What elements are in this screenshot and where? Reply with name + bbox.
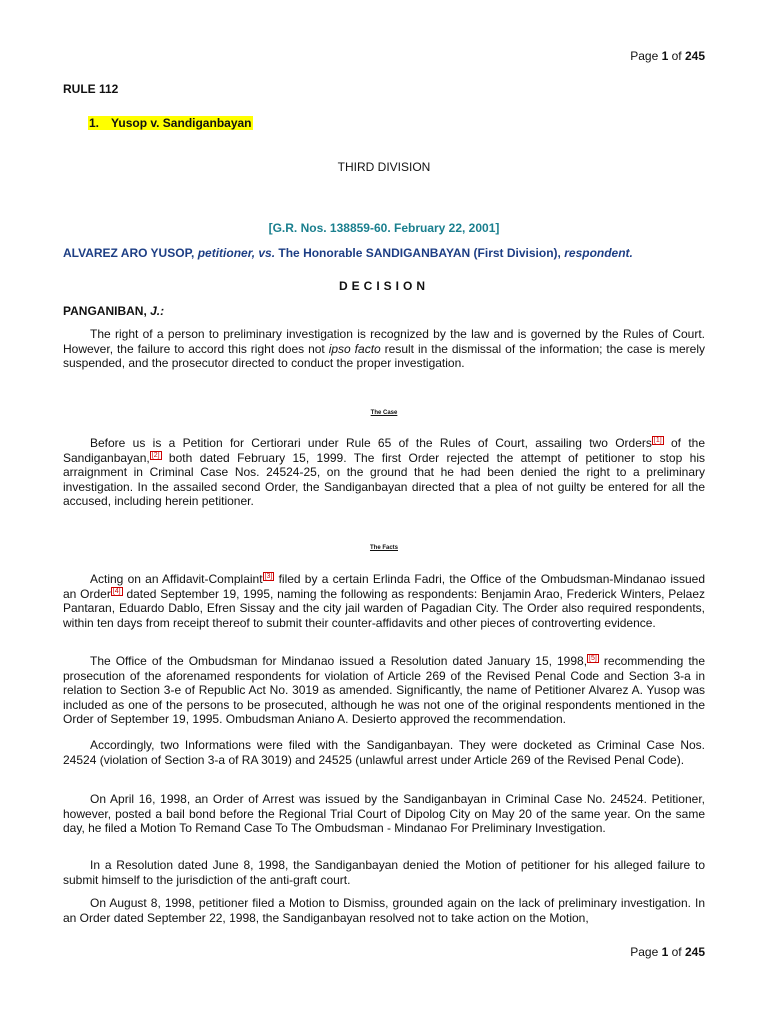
page-sep: of bbox=[668, 49, 685, 63]
respondent-role: respondent. bbox=[564, 246, 633, 260]
intro-text-b: result in the dismissal of the information; the case is merely suspended, and the prosecutor directed to conduct the proper investigation. bbox=[63, 341, 705, 371]
intro-text-a: The right of a person to preliminary investigation is recognized by the law and is governed by the Rules of Court. However, the failure to accord this right does not bbox=[63, 327, 705, 356]
footnote-4-link[interactable]: [4] bbox=[112, 587, 121, 595]
page-sep: of bbox=[668, 945, 685, 959]
facts-paragraph-4: On April 16, 1998, an Order of Arrest was issued by the Sandiganbayan in Criminal Case No. 24524. Petitioner, however, posted a bail bond before the Regional Trial Court of Dipolog City on May 20 of the same year. On the same day, he filed a Motion To Remand Case To The Ombudsman - Mindanao For Preliminary Investigation. bbox=[63, 792, 705, 836]
case-number bbox=[88, 116, 110, 130]
intro-emphasis: ipso facto bbox=[328, 341, 381, 356]
ponente-name: PANGANIBAN, bbox=[63, 304, 151, 318]
the-facts-heading: The Facts bbox=[369, 545, 398, 551]
case-list-item bbox=[88, 116, 253, 130]
footnote-5-link[interactable]: [5] bbox=[589, 655, 597, 662]
intro-paragraph bbox=[63, 327, 705, 371]
facts-paragraph-5: In a Resolution dated June 8, 1998, the Sandiganbayan denied the Motion of petitioner for his alleged failure to submit himself to the jurisdiction of the anti-graft court. bbox=[63, 858, 705, 887]
facts-paragraph-3: Accordingly, two Informations were filed with the Sandiganbayan. They were docketed as Criminal Case Nos. 24524 (violation of Section 3-a of RA 3019) and 24525 (unlawful arrest under Article 269 of the Revised Penal Code). bbox=[63, 738, 705, 767]
the-case-heading: The Case bbox=[370, 410, 398, 416]
footnote-1-link[interactable]: [1] bbox=[653, 437, 662, 444]
parties-line bbox=[63, 246, 633, 260]
page-prefix: Page bbox=[630, 49, 662, 63]
facts-p1-text-a: Acting on an Affidavit-Complaint bbox=[90, 572, 263, 586]
division-heading: THIRD DIVISION bbox=[337, 160, 431, 174]
facts-p1-text-b: filed by a certain Erlinda Fadri, the Office of the Ombudsman-Mindanao issued an Order bbox=[63, 572, 706, 601]
facts-p2-text-b: recommending the prosecution of the aforenamed respondents for violation of Article 269 of the Revised Penal Code and Section 3-a in relation to Section 3-e of Republic Act No. 3019 as amended. Significantly, the name of Petitioner Alvarez A. Yusop was included as one of the persons to be prosecuted, although he was not one of the original respondents mentioned in the Order of September 19, 1995. Ombudsman Aniano A. Desierto approved the recommendation. bbox=[63, 654, 705, 727]
petitioner-role: petitioner, vs. bbox=[197, 246, 276, 260]
rule-heading: RULE 112 bbox=[63, 82, 119, 96]
page-prefix: Page bbox=[630, 945, 662, 959]
respondent-name: The Honorable SANDIGANBAYAN (First Division), bbox=[275, 246, 565, 260]
ponente bbox=[63, 304, 164, 318]
facts-paragraph-1 bbox=[63, 572, 705, 630]
footnote-2-link[interactable]: [2] bbox=[151, 451, 160, 459]
case-title-text: Yusop v. Sandiganbayan bbox=[111, 116, 252, 130]
case-paragraph bbox=[63, 436, 705, 509]
facts-paragraph-2 bbox=[63, 654, 705, 727]
page-total: 245 bbox=[684, 49, 705, 63]
page-current: 1 bbox=[661, 945, 669, 959]
facts-p1-text-c: dated September 19, 1995, naming the following as respondents: Benjamin Arao, Frederick Winters, Pelaez Pantaran, Eduardo Dablo, Efren Sissay and the city jail warden of Pagadian City. The Order also required respondents, within ten days from receipt thereof to submit their counter-affidavits and other pieces of controverting evidence. bbox=[63, 586, 706, 630]
ponente-suffix: J.: bbox=[150, 304, 165, 318]
case-number-text: 1. bbox=[89, 116, 100, 130]
footnote-3-link[interactable]: [3] bbox=[264, 573, 273, 580]
page-number-bottom bbox=[630, 945, 705, 959]
page-number-top bbox=[630, 49, 705, 63]
decision-heading: DECISION bbox=[338, 279, 429, 293]
case-text-b: of the Sandiganbayan, bbox=[63, 436, 706, 465]
facts-p2-text-a: The Office of the Ombudsman for Mindanao issued a Resolution dated January 15, 1998, bbox=[90, 654, 588, 668]
page-current: 1 bbox=[661, 49, 669, 63]
page-total: 245 bbox=[684, 945, 705, 959]
petitioner-name: ALVAREZ ARO YUSOP, bbox=[63, 246, 198, 260]
facts-paragraph-6: On August 8, 1998, petitioner filed a Motion to Dismiss, grounded again on the lack of preliminary investigation. In an Order dated September 22, 1998, the Sandiganbayan resolved not to take action on the Motion, bbox=[63, 896, 705, 925]
gr-number: [G.R. Nos. 138859-60. February 22, 2001] bbox=[268, 221, 500, 235]
case-text-a: Before us is a Petition for Certiorari under Rule 65 of the Rules of Court, assailing two Orders bbox=[90, 436, 652, 450]
case-text-c: both dated February 15, 1999. The first Order rejected the attempt of petitioner to stop his arraignment in Criminal Case Nos. 24524-25, on the ground that he had been denied the right to a preliminary investigation. In the assailed second Order, the Sandiganbayan directed that a plea of not guilty be entered for all the accused, including herein petitioner. bbox=[63, 450, 705, 509]
